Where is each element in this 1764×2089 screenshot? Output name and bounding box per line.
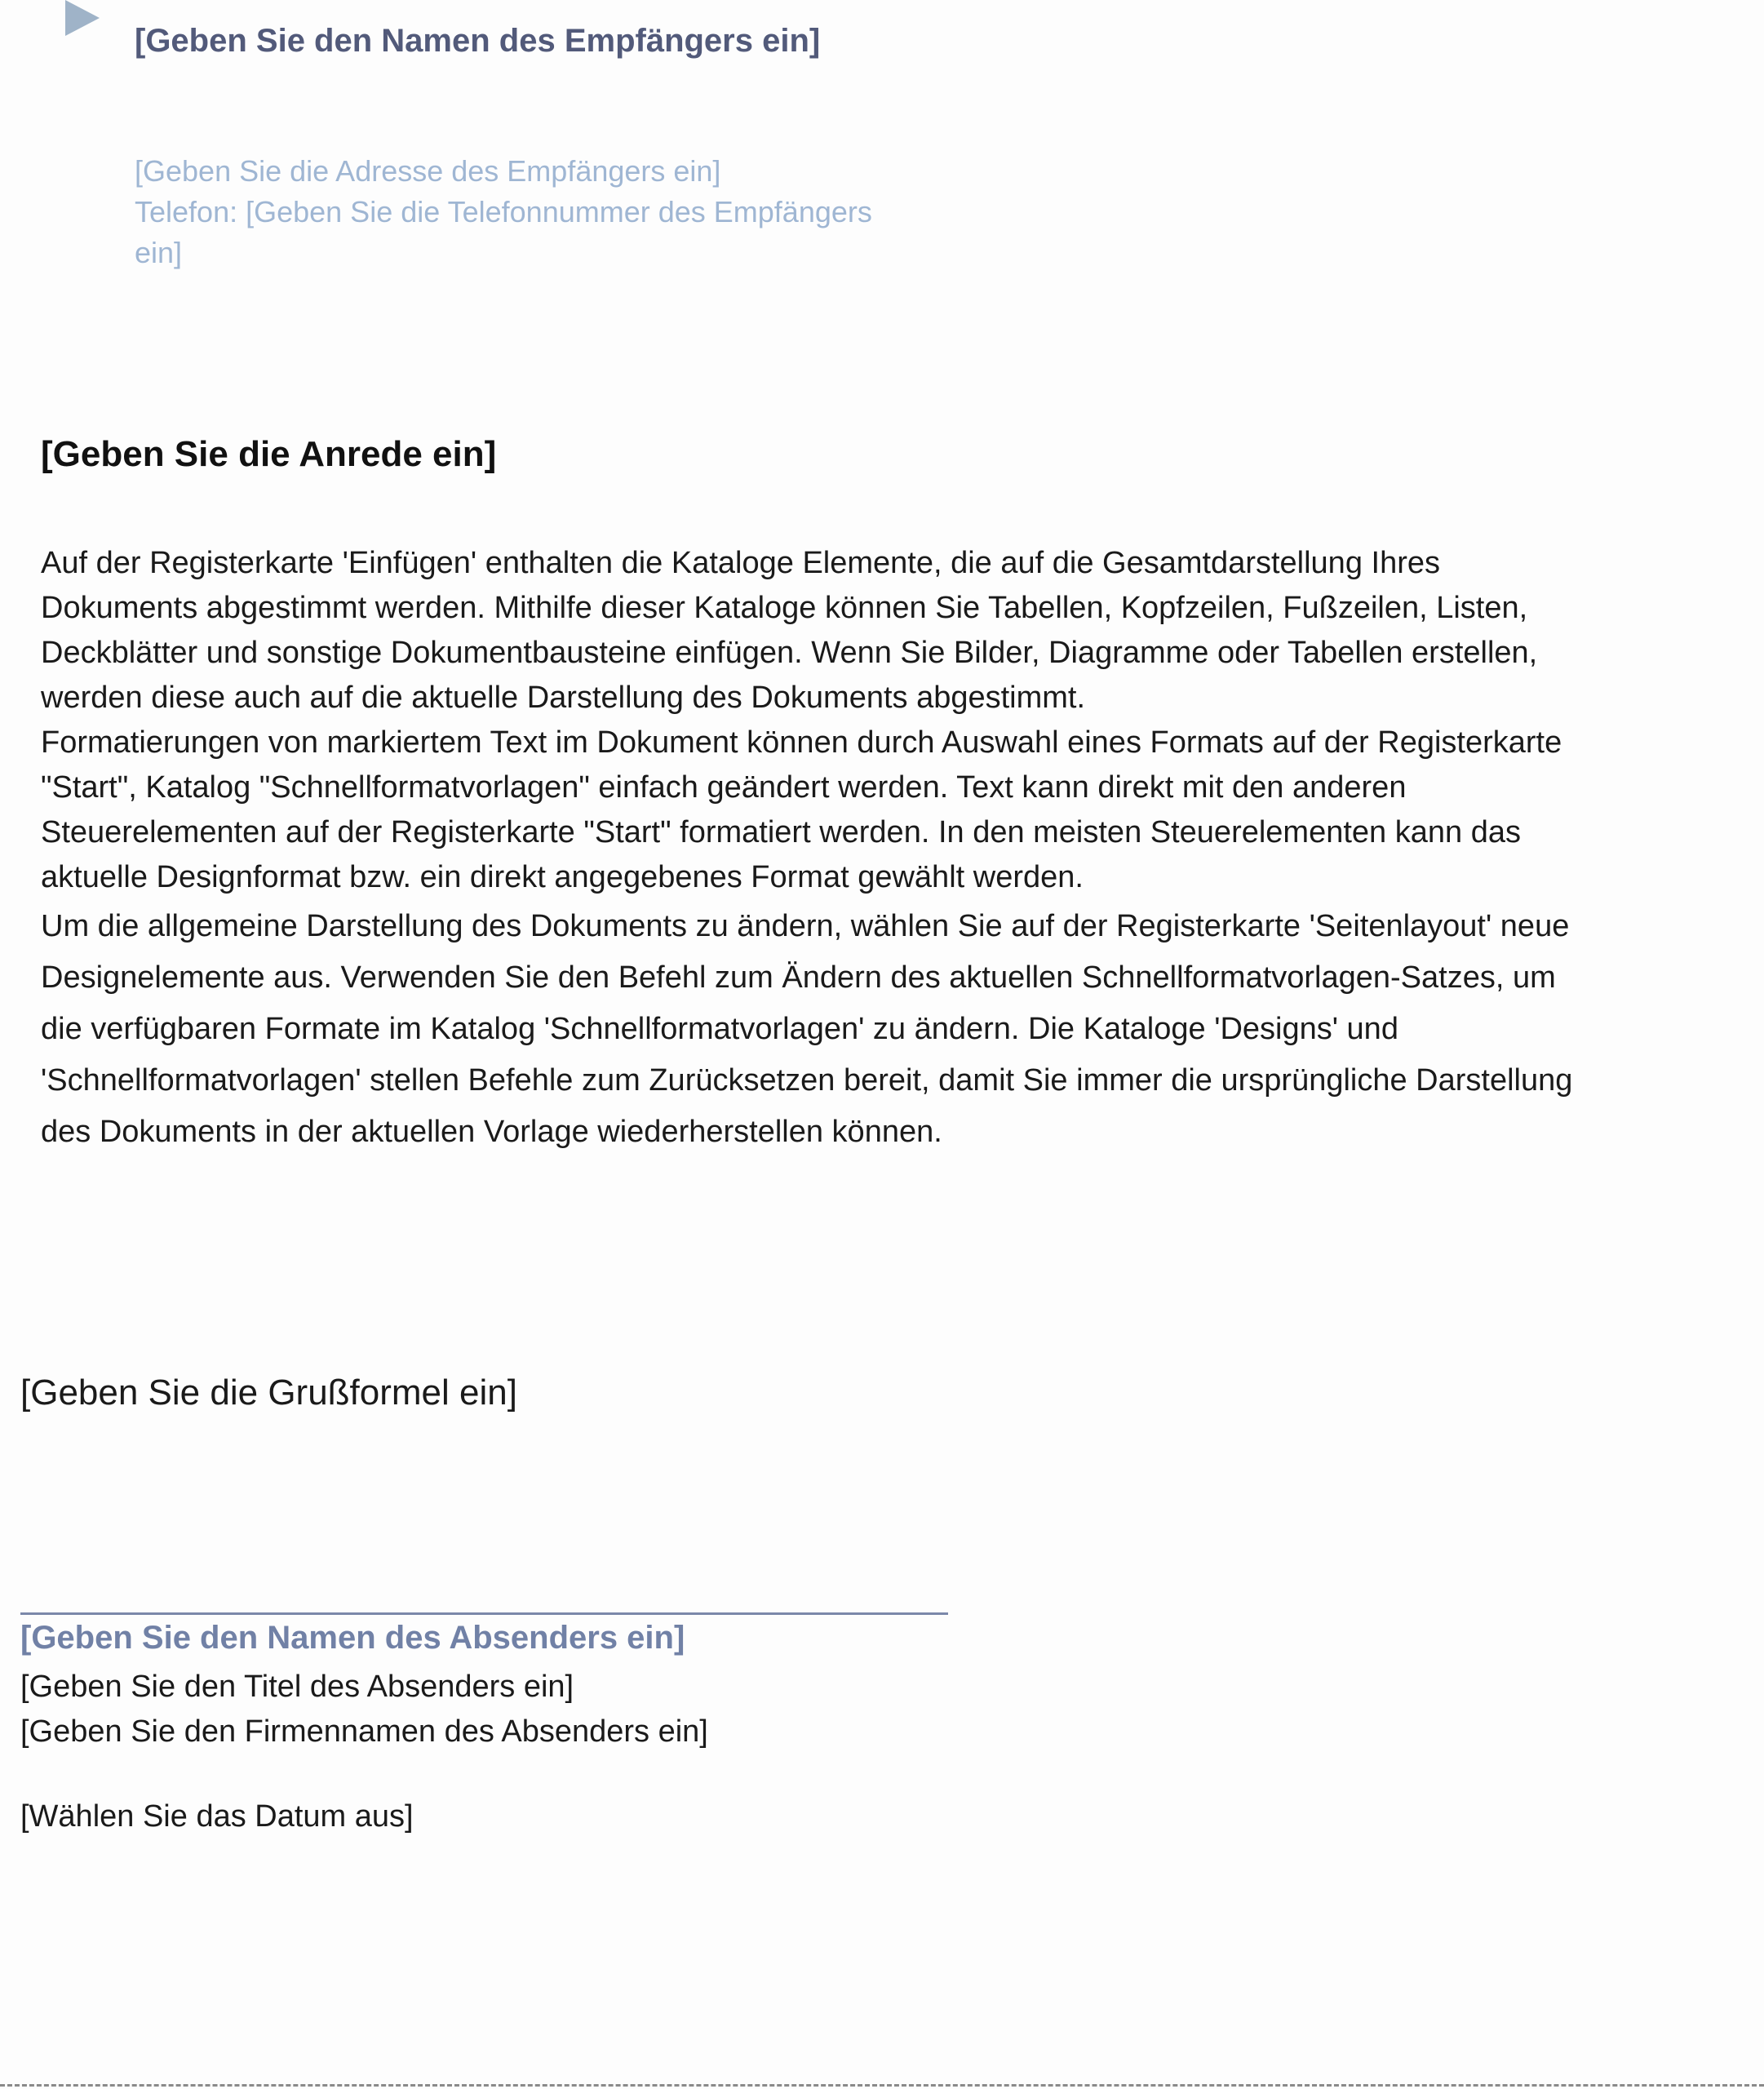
signature-line	[20, 1612, 948, 1615]
body-line: aktuelle Designformat bzw. ein direkt angegebenes Format gewählt werden.	[41, 860, 1084, 894]
sender-title[interactable]: [Geben Sie den Titel des Absenders ein]	[20, 1670, 574, 1704]
closing-formula[interactable]: [Geben Sie die Grußformel ein]	[20, 1373, 517, 1413]
body-line: Auf der Registerkarte 'Einfügen' enthalten die Kataloge Elemente, die auf die Gesamtdarstellung Ihres	[41, 546, 1440, 580]
salutation[interactable]: [Geben Sie die Anrede ein]	[41, 434, 497, 474]
body-line: Um die allgemeine Darstellung des Dokuments zu ändern, wählen Sie auf der Registerkarte 'Seitenlayout' neue	[41, 909, 1570, 943]
arrow-icon	[65, 0, 100, 36]
body-line: Deckblätter und sonstige Dokumentbausteine einfügen. Wenn Sie Bilder, Diagramme oder Tabellen erstellen,	[41, 636, 1538, 670]
date-picker-field[interactable]: [Wählen Sie das Datum aus]	[20, 1799, 414, 1834]
recipient-phone[interactable]: Telefon: [Geben Sie die Telefonnummer des Empfängers	[135, 195, 872, 228]
recipient-details	[135, 151, 951, 273]
body-line: Designelemente aus. Verwenden Sie den Befehl zum Ändern des aktuellen Schnellformatvorlagen-Satzes, um	[41, 960, 1556, 995]
body-line: "Start", Katalog "Schnellformatvorlagen" einfach geändert werden. Text kann direkt mit den anderen	[41, 770, 1407, 805]
body-line: werden diese auch auf die aktuelle Darstellung des Dokuments abgestimmt.	[41, 681, 1086, 715]
sender-name[interactable]: [Geben Sie den Namen des Absenders ein]	[20, 1620, 685, 1656]
body-line: die verfügbaren Formate im Katalog 'Schnellformatvorlagen' zu ändern. Die Kataloge 'Designs' und	[41, 1012, 1398, 1046]
recipient-phone-continued[interactable]: ein]	[135, 236, 183, 269]
body-line: Steuerelementen auf der Registerkarte "Start" formatiert werden. In den meisten Steuerelementen kann das	[41, 815, 1521, 849]
body-line: des Dokuments in der aktuellen Vorlage wiederherstellen können.	[41, 1115, 942, 1149]
sender-company[interactable]: [Geben Sie den Firmennamen des Absenders ein]	[20, 1714, 708, 1749]
body-line: 'Schnellformatvorlagen' stellen Befehle zum Zurücksetzen bereit, damit Sie immer die ursprüngliche Darstellung	[41, 1063, 1573, 1098]
recipient-name[interactable]: [Geben Sie den Namen des Empfängers ein]	[135, 23, 821, 59]
body-line: Dokuments abgestimmt werden. Mithilfe dieser Kataloge können Sie Tabellen, Kopfzeilen, Fußzeilen, Listen,	[41, 591, 1528, 625]
body-paragraph-2[interactable]	[41, 721, 1754, 900]
letter-body	[41, 541, 1754, 1158]
body-line: Formatierungen von markiertem Text im Dokument können durch Auswahl eines Formats auf der Registerkarte	[41, 725, 1562, 760]
body-paragraph-3[interactable]	[41, 901, 1754, 1158]
recipient-address[interactable]: [Geben Sie die Adresse des Empfängers ein]	[135, 154, 721, 188]
page-break-divider	[0, 2084, 1764, 2087]
body-paragraph-1[interactable]	[41, 541, 1754, 721]
sender-details	[20, 1665, 708, 1754]
